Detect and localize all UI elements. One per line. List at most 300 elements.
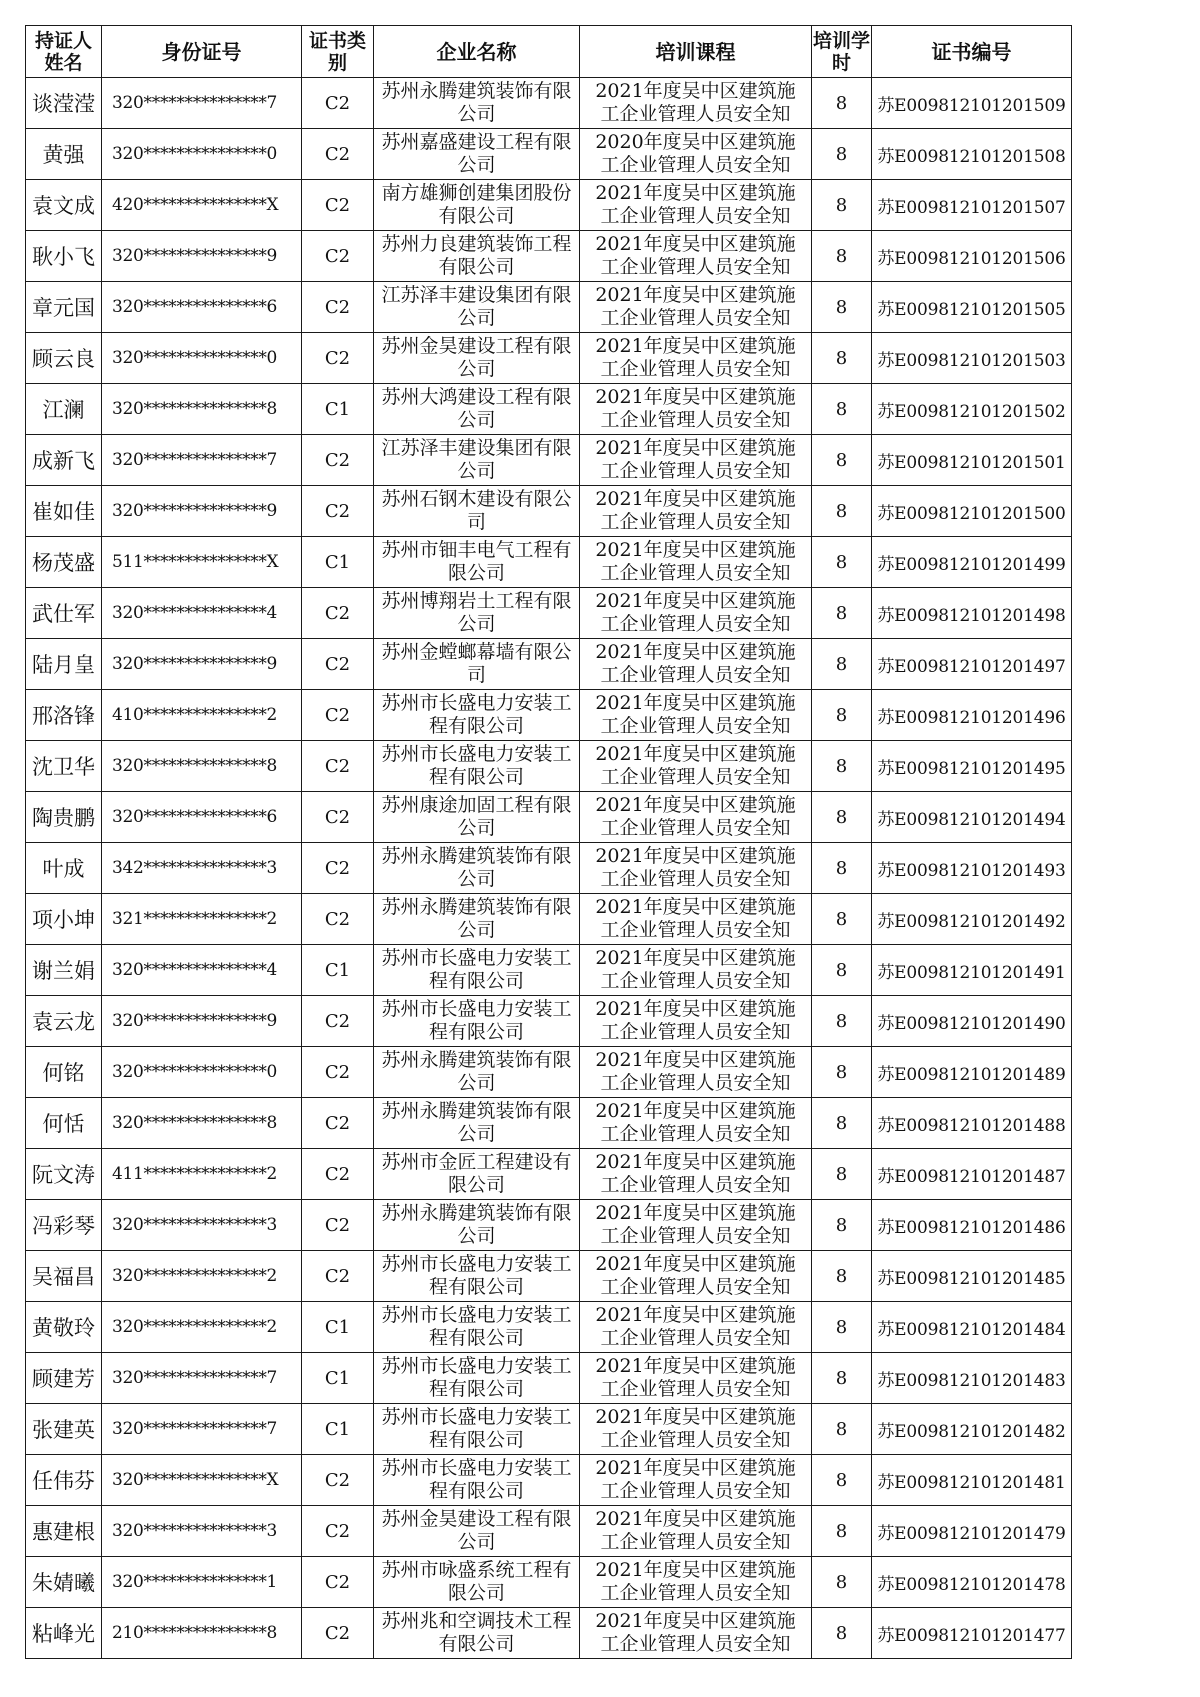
cell-company-text: 苏州市长盛电力安装工程有限公司 [381,998,572,1043]
cell-course-text: 2021年度吴中区建筑施工企业管理人员安全知 [595,794,796,839]
cell-cert: 苏E009812101201481 [872,1455,1072,1506]
cell-name: 江澜 [26,384,102,435]
cell-course-text: 2021年度吴中区建筑施工企业管理人员安全知 [595,1304,796,1349]
cell-name: 黄强 [26,129,102,180]
table-row [26,1353,1072,1404]
cell-course [580,282,812,333]
cell-company-text: 苏州市长盛电力安装工程有限公司 [381,1355,572,1400]
cell-cert: 苏E009812101201484 [872,1302,1072,1353]
cell-course-text: 2021年度吴中区建筑施工企业管理人员安全知 [595,80,796,125]
cell-cert: 苏E009812101201493 [872,843,1072,894]
cell-hours: 8 [812,282,872,333]
cell-course-text: 2021年度吴中区建筑施工企业管理人员安全知 [595,233,796,278]
cell-course [580,690,812,741]
cell-type: C1 [302,537,374,588]
col-header-name: 持证人姓名 [26,26,102,78]
cell-course-text: 2021年度吴中区建筑施工企业管理人员安全知 [595,539,796,584]
cell-id: 320***************0 [102,129,302,180]
cell-id: 320***************0 [102,333,302,384]
cell-hours: 8 [812,1506,872,1557]
cell-type: C2 [302,1455,374,1506]
table-row [26,588,1072,639]
cell-company [374,384,580,435]
table-row [26,1047,1072,1098]
cell-course [580,1098,812,1149]
cell-course-text: 2021年度吴中区建筑施工企业管理人员安全知 [595,896,796,941]
cell-cert: 苏E009812101201499 [872,537,1072,588]
cell-name: 邢洛锋 [26,690,102,741]
cell-company-text: 苏州永腾建筑装饰有限公司 [381,845,572,890]
cell-cert: 苏E009812101201495 [872,741,1072,792]
cell-company [374,1098,580,1149]
cell-course-text: 2021年度吴中区建筑施工企业管理人员安全知 [595,692,796,737]
cell-id: 320***************X [102,1455,302,1506]
cell-company-text: 苏州市长盛电力安装工程有限公司 [381,947,572,992]
cell-id: 320***************7 [102,1404,302,1455]
cell-course [580,996,812,1047]
cell-hours: 8 [812,1302,872,1353]
cell-course [580,1149,812,1200]
cell-type: C2 [302,1200,374,1251]
cell-hours: 8 [812,129,872,180]
cell-course [580,384,812,435]
cell-id: 320***************8 [102,741,302,792]
cell-type: C2 [302,435,374,486]
cell-course-text: 2021年度吴中区建筑施工企业管理人员安全知 [595,488,796,533]
cell-course-text: 2021年度吴中区建筑施工企业管理人员安全知 [595,1457,796,1502]
cell-company-text: 苏州市长盛电力安装工程有限公司 [381,1253,572,1298]
cell-name: 章元国 [26,282,102,333]
cell-type: C2 [302,792,374,843]
cell-id: 320***************6 [102,792,302,843]
cell-company [374,1251,580,1302]
cell-company-text: 苏州永腾建筑装饰有限公司 [381,1100,572,1145]
cell-type: C2 [302,180,374,231]
table-row [26,1200,1072,1251]
cell-id: 320***************4 [102,588,302,639]
cell-type: C2 [302,1557,374,1608]
cell-company [374,1149,580,1200]
cell-name: 任伟芬 [26,1455,102,1506]
cell-company [374,1302,580,1353]
col-header-type: 证书类别 [302,26,374,78]
cell-company-text: 苏州市长盛电力安装工程有限公司 [381,1406,572,1451]
cell-company-text: 苏州博翔岩土工程有限公司 [381,590,572,635]
cell-company [374,1455,580,1506]
cell-company [374,1608,580,1659]
cell-hours: 8 [812,741,872,792]
cell-course-text: 2021年度吴中区建筑施工企业管理人员安全知 [595,1202,796,1247]
table-row [26,894,1072,945]
cell-type: C2 [302,1098,374,1149]
cell-id: 320***************7 [102,435,302,486]
table-row [26,690,1072,741]
cell-hours: 8 [812,1353,872,1404]
cell-company [374,180,580,231]
cell-course [580,1557,812,1608]
cell-company-text: 苏州永腾建筑装饰有限公司 [381,1202,572,1247]
cell-company [374,231,580,282]
cell-id: 210***************8 [102,1608,302,1659]
cell-course-text: 2021年度吴中区建筑施工企业管理人员安全知 [595,743,796,788]
cell-id: 320***************8 [102,384,302,435]
cell-id: 320***************9 [102,996,302,1047]
cell-course [580,1047,812,1098]
cell-cert: 苏E009812101201502 [872,384,1072,435]
cell-company-text: 南方雄狮创建集团股份有限公司 [381,182,572,227]
cell-course [580,843,812,894]
cell-company [374,282,580,333]
cell-course-text: 2021年度吴中区建筑施工企业管理人员安全知 [595,1610,796,1655]
cell-cert: 苏E009812101201506 [872,231,1072,282]
cell-hours: 8 [812,1404,872,1455]
cell-name: 袁文成 [26,180,102,231]
table-row [26,78,1072,129]
table-row [26,435,1072,486]
cell-company-text: 苏州大鸿建设工程有限公司 [381,386,572,431]
cell-id: 321***************2 [102,894,302,945]
cell-company [374,741,580,792]
cell-type: C2 [302,894,374,945]
cell-name: 何恬 [26,1098,102,1149]
table-row [26,180,1072,231]
table-row [26,1608,1072,1659]
cell-type: C1 [302,1353,374,1404]
cell-name: 冯彩琴 [26,1200,102,1251]
cell-course [580,231,812,282]
table-row [26,792,1072,843]
cell-company [374,996,580,1047]
cell-course [580,1506,812,1557]
cell-name: 叶成 [26,843,102,894]
cell-name: 杨茂盛 [26,537,102,588]
cell-course-text: 2021年度吴中区建筑施工企业管理人员安全知 [595,386,796,431]
cell-hours: 8 [812,384,872,435]
cell-type: C2 [302,1506,374,1557]
table-row [26,1455,1072,1506]
cell-type: C2 [302,333,374,384]
cell-hours: 8 [812,996,872,1047]
cell-id: 320***************9 [102,486,302,537]
cell-cert: 苏E009812101201488 [872,1098,1072,1149]
cell-course [580,435,812,486]
col-header-id: 身份证号 [102,26,302,78]
col-header-hours: 培训学时 [812,26,872,78]
cell-name: 耿小飞 [26,231,102,282]
cell-course-text: 2021年度吴中区建筑施工企业管理人员安全知 [595,335,796,380]
cell-hours: 8 [812,945,872,996]
cell-type: C2 [302,1251,374,1302]
col-header-company: 企业名称 [374,26,580,78]
cell-company [374,333,580,384]
cell-company-text: 苏州金螳螂幕墙有限公司 [381,641,572,686]
table-row [26,129,1072,180]
cell-company-text: 江苏泽丰建设集团有限公司 [381,437,572,482]
table-row [26,1506,1072,1557]
cell-hours: 8 [812,1047,872,1098]
cell-name: 阮文涛 [26,1149,102,1200]
cell-id: 320***************4 [102,945,302,996]
cell-hours: 8 [812,639,872,690]
cell-hours: 8 [812,231,872,282]
cell-name: 朱婧曦 [26,1557,102,1608]
cell-hours: 8 [812,1557,872,1608]
cell-course [580,894,812,945]
cell-hours: 8 [812,1200,872,1251]
cell-hours: 8 [812,1149,872,1200]
cell-course-text: 2021年度吴中区建筑施工企业管理人员安全知 [595,845,796,890]
cell-name: 袁云龙 [26,996,102,1047]
cell-type: C1 [302,945,374,996]
cell-name: 何铭 [26,1047,102,1098]
cell-cert: 苏E009812101201503 [872,333,1072,384]
cell-cert: 苏E009812101201491 [872,945,1072,996]
cell-type: C2 [302,1608,374,1659]
cell-course [580,639,812,690]
cell-type: C2 [302,1149,374,1200]
cell-hours: 8 [812,1608,872,1659]
cell-type: C2 [302,231,374,282]
table-body [26,78,1072,1659]
cell-cert: 苏E009812101201482 [872,1404,1072,1455]
cell-cert: 苏E009812101201494 [872,792,1072,843]
table-row [26,945,1072,996]
cell-cert: 苏E009812101201500 [872,486,1072,537]
table-row [26,1251,1072,1302]
cell-type: C2 [302,843,374,894]
cell-name: 吴福昌 [26,1251,102,1302]
cell-company [374,894,580,945]
cell-company [374,639,580,690]
cell-course [580,129,812,180]
cell-id: 320***************1 [102,1557,302,1608]
cell-company-text: 苏州石钢木建设有限公司 [381,488,572,533]
cell-hours: 8 [812,537,872,588]
cell-type: C1 [302,1302,374,1353]
cell-type: C1 [302,384,374,435]
table-row [26,1302,1072,1353]
cell-course-text: 2021年度吴中区建筑施工企业管理人员安全知 [595,641,796,686]
cell-name: 谢兰娟 [26,945,102,996]
cell-id: 342***************3 [102,843,302,894]
cell-cert: 苏E009812101201483 [872,1353,1072,1404]
cell-course [580,78,812,129]
cell-company [374,1200,580,1251]
cell-type: C2 [302,282,374,333]
cell-course-text: 2020年度吴中区建筑施工企业管理人员安全知 [595,131,796,176]
cell-hours: 8 [812,894,872,945]
cell-hours: 8 [812,792,872,843]
cell-course [580,588,812,639]
cell-company-text: 苏州金昊建设工程有限公司 [381,1508,572,1553]
cell-cert: 苏E009812101201498 [872,588,1072,639]
table-row [26,384,1072,435]
cell-company [374,78,580,129]
cell-hours: 8 [812,180,872,231]
cell-course [580,1608,812,1659]
table-row [26,1557,1072,1608]
cell-hours: 8 [812,333,872,384]
cell-id: 420***************X [102,180,302,231]
cell-name: 成新飞 [26,435,102,486]
table-row [26,333,1072,384]
table-row [26,1149,1072,1200]
cell-name: 项小坤 [26,894,102,945]
header-row [26,26,1072,78]
cell-company [374,129,580,180]
cell-type: C2 [302,588,374,639]
cell-course-text: 2021年度吴中区建筑施工企业管理人员安全知 [595,1559,796,1604]
cell-id: 410***************2 [102,690,302,741]
cell-hours: 8 [812,486,872,537]
cell-company-text: 苏州市长盛电力安装工程有限公司 [381,1457,572,1502]
cell-course-text: 2021年度吴中区建筑施工企业管理人员安全知 [595,1406,796,1451]
cell-id: 411***************2 [102,1149,302,1200]
cell-course-text: 2021年度吴中区建筑施工企业管理人员安全知 [595,182,796,227]
cell-course-text: 2021年度吴中区建筑施工企业管理人员安全知 [595,1253,796,1298]
cell-course-text: 2021年度吴中区建筑施工企业管理人员安全知 [595,1355,796,1400]
cell-course [580,1251,812,1302]
cell-id: 320***************9 [102,231,302,282]
cell-course-text: 2021年度吴中区建筑施工企业管理人员安全知 [595,947,796,992]
cell-hours: 8 [812,588,872,639]
table-row [26,537,1072,588]
cell-name: 崔如佳 [26,486,102,537]
cell-course [580,945,812,996]
cell-name: 张建英 [26,1404,102,1455]
cell-company [374,945,580,996]
cell-cert: 苏E009812101201505 [872,282,1072,333]
cell-course-text: 2021年度吴中区建筑施工企业管理人员安全知 [595,998,796,1043]
cell-cert: 苏E009812101201507 [872,180,1072,231]
cell-cert: 苏E009812101201487 [872,1149,1072,1200]
cell-hours: 8 [812,1251,872,1302]
table-row [26,741,1072,792]
cell-course-text: 2021年度吴中区建筑施工企业管理人员安全知 [595,1049,796,1094]
table-row [26,1098,1072,1149]
cell-course [580,1353,812,1404]
cell-id: 320***************2 [102,1302,302,1353]
cell-hours: 8 [812,843,872,894]
cell-course [580,180,812,231]
cell-hours: 8 [812,78,872,129]
cell-id: 320***************7 [102,1353,302,1404]
cell-name: 陶贵鹏 [26,792,102,843]
cell-course [580,1200,812,1251]
cell-company-text: 苏州兆和空调技术工程有限公司 [381,1610,572,1655]
cell-id: 320***************3 [102,1200,302,1251]
cell-id: 320***************2 [102,1251,302,1302]
cell-company [374,588,580,639]
cell-cert: 苏E009812101201489 [872,1047,1072,1098]
cell-name: 惠建根 [26,1506,102,1557]
cell-id: 320***************3 [102,1506,302,1557]
cell-name: 沈卫华 [26,741,102,792]
cell-company [374,1353,580,1404]
cell-company-text: 苏州力良建筑装饰工程有限公司 [381,233,572,278]
cell-cert: 苏E009812101201508 [872,129,1072,180]
cell-type: C2 [302,741,374,792]
cell-company-text: 苏州嘉盛建设工程有限公司 [381,131,572,176]
cell-id: 320***************6 [102,282,302,333]
cell-type: C2 [302,486,374,537]
cell-id: 511***************X [102,537,302,588]
cell-cert: 苏E009812101201479 [872,1506,1072,1557]
col-header-course: 培训课程 [580,26,812,78]
cell-company-text: 苏州市钿丰电气工程有限公司 [381,539,572,584]
cell-company [374,843,580,894]
cell-company-text: 苏州市长盛电力安装工程有限公司 [381,692,572,737]
cell-name: 顾云良 [26,333,102,384]
cell-course-text: 2021年度吴中区建筑施工企业管理人员安全知 [595,437,796,482]
cell-company [374,435,580,486]
cell-company [374,537,580,588]
cell-id: 320***************7 [102,78,302,129]
cell-company-text: 苏州市金匠工程建设有限公司 [381,1151,572,1196]
cell-hours: 8 [812,1455,872,1506]
cell-hours: 8 [812,1098,872,1149]
cell-course [580,792,812,843]
cell-course-text: 2021年度吴中区建筑施工企业管理人员安全知 [595,1508,796,1553]
cell-id: 320***************9 [102,639,302,690]
cell-cert: 苏E009812101201496 [872,690,1072,741]
cell-company-text: 苏州康途加固工程有限公司 [381,794,572,839]
cell-id: 320***************0 [102,1047,302,1098]
table-row [26,843,1072,894]
cell-cert: 苏E009812101201478 [872,1557,1072,1608]
cell-company-text: 苏州永腾建筑装饰有限公司 [381,896,572,941]
cell-hours: 8 [812,690,872,741]
cell-name: 武仕军 [26,588,102,639]
table-row [26,231,1072,282]
cell-course [580,741,812,792]
cell-name: 黄敬玲 [26,1302,102,1353]
cell-course [580,537,812,588]
cell-course [580,486,812,537]
cell-type: C2 [302,690,374,741]
cell-company [374,792,580,843]
cell-company-text: 苏州金昊建设工程有限公司 [381,335,572,380]
cell-course [580,333,812,384]
cell-hours: 8 [812,435,872,486]
cell-cert: 苏E009812101201485 [872,1251,1072,1302]
certificate-table [25,25,1072,1659]
cell-id: 320***************8 [102,1098,302,1149]
table-row [26,486,1072,537]
cell-cert: 苏E009812101201501 [872,435,1072,486]
cell-cert: 苏E009812101201509 [872,78,1072,129]
table-row [26,996,1072,1047]
cell-type: C2 [302,639,374,690]
cell-type: C2 [302,129,374,180]
cell-type: C1 [302,1404,374,1455]
cell-course-text: 2021年度吴中区建筑施工企业管理人员安全知 [595,1100,796,1145]
cell-company [374,1047,580,1098]
col-header-cert: 证书编号 [872,26,1072,78]
cell-company [374,690,580,741]
cell-company [374,1557,580,1608]
cell-company-text: 江苏泽丰建设集团有限公司 [381,284,572,329]
cell-name: 顾建芳 [26,1353,102,1404]
cell-company-text: 苏州永腾建筑装饰有限公司 [381,1049,572,1094]
cell-company [374,1506,580,1557]
cell-name: 陆月皇 [26,639,102,690]
cell-course [580,1455,812,1506]
cell-cert: 苏E009812101201477 [872,1608,1072,1659]
cell-company-text: 苏州市长盛电力安装工程有限公司 [381,1304,572,1349]
cell-name: 谈滢滢 [26,78,102,129]
cell-course [580,1302,812,1353]
